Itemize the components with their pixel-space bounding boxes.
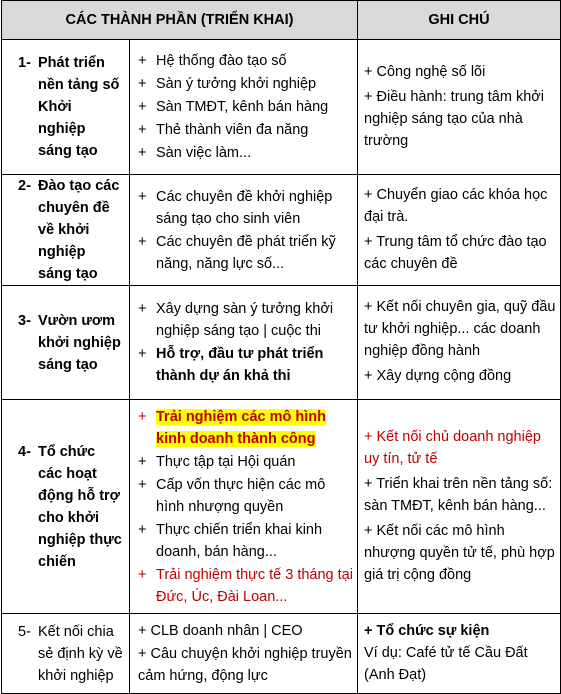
item-text: Sàn TMĐT, kênh bán hàng	[156, 99, 329, 115]
component-number: 1-	[18, 55, 31, 71]
list-item	[138, 96, 353, 118]
note-text: + Kết nối chủ doanh nghiệp uy tín, tử tế	[364, 428, 541, 467]
notes-cell	[358, 175, 561, 286]
plus-marker: +	[138, 233, 147, 250]
plus-marker: +	[138, 53, 147, 69]
components-table	[1, 0, 561, 694]
list-item	[138, 73, 353, 95]
item-text: Xây dựng sàn ý tưởng khởi nghiệp sáng tạo | cuộc thi	[156, 301, 334, 339]
item-text: Hệ thống đào tạo số	[156, 53, 287, 69]
note-text: + Triển khai trên nền tảng số: sàn TMĐT, kênh bán hàng...	[364, 475, 553, 514]
note-text: + Tổ chức sự kiện	[364, 622, 490, 639]
item-text: Thực chiến triển khai kinh doanh, bán hàng...	[156, 521, 323, 560]
component-number: 4-	[18, 443, 31, 460]
table-row	[2, 400, 561, 614]
item-text: Thực tập tại Hội quán	[156, 453, 296, 470]
item-text: + Câu chuyện khởi nghiệp truyền cảm hứng, động lực	[138, 646, 352, 684]
item-text: Các chuyên đề phát triển kỹ năng, năng lực số...	[156, 233, 336, 272]
plus-marker: +	[138, 99, 147, 115]
table-row	[2, 175, 561, 286]
plus-marker: +	[138, 346, 147, 362]
component-number: 5-	[18, 623, 31, 640]
notes-cell	[358, 400, 561, 614]
note-text: + Trung tâm tổ chức đào tạo các chuyên đề	[364, 233, 547, 272]
header-components: CÁC THÀNH PHẦN (TRIỂN KHAI)	[2, 1, 358, 40]
items-cell	[130, 614, 358, 694]
list-item	[138, 119, 353, 141]
notes-cell	[358, 614, 561, 694]
plus-marker: +	[138, 566, 147, 583]
plus-marker: +	[138, 408, 147, 425]
items-cell	[130, 40, 358, 175]
note-text: + Kết nối các mô hình nhượng quyền tử tế, phù hợp giá trị cộng đồng	[364, 522, 555, 583]
plus-marker: +	[138, 122, 147, 138]
item-text: Sàn ý tưởng khởi nghiệp	[156, 76, 317, 92]
plus-marker: +	[138, 301, 147, 317]
component-name: Kết nối chia sẻ định kỳ về khởi nghiệp	[38, 623, 123, 684]
component-name: Đào tạo các chuyên đề về khởi nghiệp sáng tạo	[38, 178, 120, 282]
items-cell	[130, 400, 358, 614]
list-item	[138, 451, 353, 473]
list-item	[138, 343, 353, 387]
item-text: Hỗ trợ, đầu tư phát triển thành dự án khả thi	[156, 346, 324, 384]
note-text: + Chuyển giao các khóa học đại trà.	[364, 186, 548, 225]
component-name-cell	[2, 40, 130, 175]
note-text: + Điều hành: trung tâm khởi nghiệp sáng tạo của nhà trường	[364, 88, 544, 149]
list-item	[138, 231, 353, 275]
item-text: Các chuyên đề khởi nghiệp sáng tạo cho sinh viên	[156, 188, 333, 227]
component-number: 2-	[18, 178, 31, 194]
item-text-highlighted: Trải nghiệm các mô hình kinh doanh thành công	[156, 408, 327, 447]
items-cell	[130, 286, 358, 400]
list-item	[138, 186, 353, 230]
item-text: Cấp vốn thực hiện các mô hình nhượng quyền	[156, 476, 326, 515]
list-item	[138, 142, 353, 164]
note-text: + Kết nối chuyên gia, quỹ đầu tư khởi nghiệp... các doanh nghiệp đồng hành	[364, 299, 556, 359]
notes-cell	[358, 40, 561, 175]
item-text: Sàn việc làm...	[156, 145, 252, 161]
header-notes: GHI CHÚ	[358, 1, 561, 40]
note-text: Ví dụ: Café tử tế Cầu Đất (Anh Đạt)	[364, 644, 528, 683]
items-cell	[130, 175, 358, 286]
list-item	[138, 474, 353, 518]
plus-marker: +	[138, 76, 147, 92]
plus-marker: +	[138, 476, 147, 493]
note-text: + Công nghệ số lõi	[364, 63, 486, 80]
note-text: + Xây dựng cộng đồng	[364, 368, 512, 384]
component-name: Vườn ươm khởi nghiệp sáng tạo	[38, 312, 121, 373]
item-text: + CLB doanh nhân | CEO	[138, 623, 303, 639]
component-name: Tổ chức các hoạt động hỗ trợ cho khởi nghiệp thực chiến	[38, 443, 122, 570]
list-item	[138, 519, 353, 563]
list-item	[138, 564, 353, 608]
plus-marker: +	[138, 453, 147, 470]
table-row	[2, 614, 561, 694]
component-name-cell	[2, 614, 130, 694]
notes-cell	[358, 286, 561, 400]
list-item	[138, 406, 353, 450]
item-text: Trải nghiệm thực tế 3 tháng tại Đức, Úc, Đài Loan...	[156, 566, 353, 605]
plus-marker: +	[138, 521, 147, 538]
list-item	[138, 298, 353, 342]
component-name: Phát triển nền tảng số Khởi nghiệp sáng tạo	[38, 55, 120, 159]
table-row	[2, 40, 561, 175]
list-item	[138, 50, 353, 72]
component-name-cell	[2, 400, 130, 614]
component-name-cell	[2, 286, 130, 400]
component-number: 3-	[18, 312, 31, 329]
plus-marker: +	[138, 188, 147, 205]
component-name-cell	[2, 175, 130, 286]
header-row	[2, 1, 561, 40]
plus-marker: +	[138, 145, 147, 161]
item-text: Thẻ thành viên đa năng	[156, 122, 309, 138]
table-row	[2, 286, 561, 400]
